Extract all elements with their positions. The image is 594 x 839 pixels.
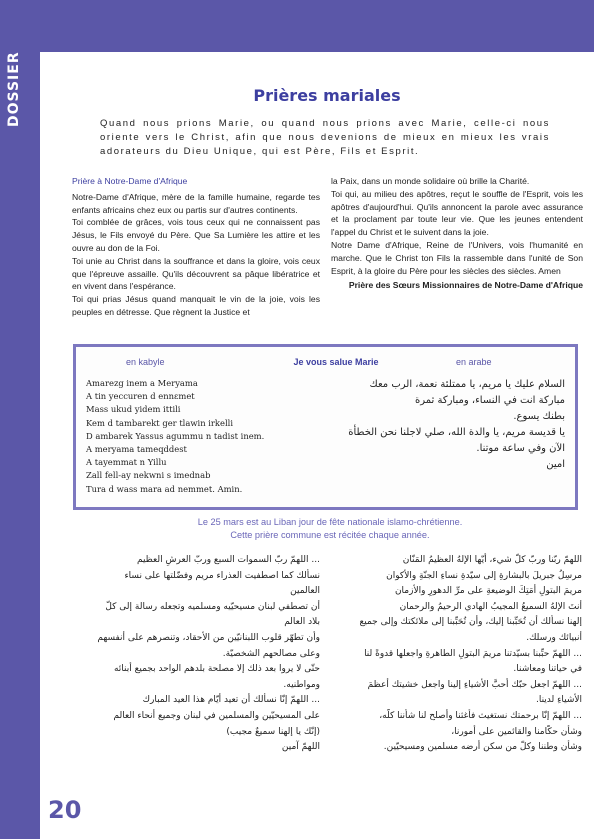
prayer-signature: Prière des Sœurs Missionnaires de Notre-Dame d'Afrique bbox=[348, 280, 583, 291]
arabic-prayer-line: ... اللهمّ ربّ السموات السبع وربّ العرشِ العظيم bbox=[136, 555, 320, 565]
arabic-prayer-right bbox=[326, 553, 582, 756]
arabic-prayer-line: أنتَ الإلهُ السميعُ المجيبُ الهادي الرحيمُ والرحمان bbox=[399, 601, 582, 612]
top-color-band bbox=[0, 0, 594, 52]
arabic-line: امين bbox=[546, 459, 565, 470]
kabyle-line: D ambarek Yassus agummu n tadist inem. bbox=[86, 430, 265, 441]
prayer-column-right bbox=[331, 175, 583, 292]
arabic-prayer-line: وشأن وطننا وكلّ من سكن أرضه مسلمين ومسيحيّين. bbox=[383, 742, 582, 753]
arabic-prayer-line: (إنّك يا إلهنا سميعٌ مجيب) bbox=[226, 726, 320, 737]
arabic-prayer-line: أن تصطفي لبنان مسيحيّيه ومسلميه وتجعله رسالة إلى كلّ bbox=[105, 601, 320, 612]
page-number: 20 bbox=[48, 796, 82, 824]
arabic-prayer-line: أنبيائك ورسلك. bbox=[526, 632, 582, 643]
prayer-paragraph: Toi comblée de grâces, vois tous ceux qui ne connaissent pas Jésus, le Fils envoyé du Père. Que Sa Lumière les attire et les ouvre au don de la Foi. bbox=[72, 217, 320, 253]
prayer-column-left bbox=[72, 175, 320, 319]
arabic-line: مباركة انت في النساء، ومباركة ثمرة bbox=[414, 395, 565, 406]
arabic-prayer-line: ومواطنيه. bbox=[283, 679, 320, 690]
kabyle-label: en kabyle bbox=[126, 357, 165, 367]
kabyle-line: Amarezg inem a Meryama bbox=[86, 378, 198, 388]
arabic-prayer-line: نسألك كما اصطفيت العذراء مريم وفضّلتها على نساء bbox=[124, 570, 320, 581]
arabic-prayer-line: بلاد العالم bbox=[284, 617, 320, 628]
arabic-prayer-line: ... اللهمّ اجعل حبّك أحبَّ الأشياءِ إلينا واجعل خشيتك أعظمَ bbox=[367, 679, 582, 690]
kabyle-line: A tin yeccuren d ennεmet bbox=[86, 391, 195, 402]
arabic-prayer-line: الأشياءِ لدينا. bbox=[535, 695, 582, 706]
arabic-prayer-line: حتّى لا يروا بعد ذلك إلا مصلحة بلدهم الواحد بجميع أبنائه bbox=[113, 664, 320, 675]
caption bbox=[130, 516, 530, 542]
hail-mary-box bbox=[73, 344, 578, 510]
arabic-text bbox=[325, 377, 565, 473]
prayer-paragraph: Notre-Dame d'Afrique, mère de la famille humaine, regarde tes enfants africains chez eux ou partis sur d'autres continents. bbox=[72, 191, 320, 215]
prayer-paragraph: Toi qui, au milieu des apôtres, reçut le souffle de l'Esprit, vois les apôtres d'aujourd'hui. Qu'ils annoncent la parole avec assurance et la proclament par toute leur vie. Que les jeunes entendent l'appel du Christ et le suivent dans la joie. bbox=[331, 188, 583, 238]
arabic-prayer-line: ... اللهمّ حبِّبنا بسيّدتنا مريمَ البتولِ الطاهرةِ واجعلها قدوةً لنا bbox=[364, 648, 582, 659]
arabic-prayer-line: اللهمّ آمين bbox=[281, 742, 320, 753]
section-tab: DOSSIER bbox=[6, 51, 22, 127]
arabic-label: en arabe bbox=[456, 357, 492, 367]
kabyle-line: A meryama tameqddest bbox=[86, 444, 187, 455]
arabic-prayer-line: مرسِلُ جبريلَ بالبشارةِ إلى سيّدةِ نساءِ الجنّةِ والأكوان bbox=[386, 570, 582, 581]
arabic-prayer-line: ... اللهمّ إنّا برحمتك نستغيث فأغثنا وأصلح لنا شأننا كلّه، bbox=[379, 710, 582, 721]
kabyle-line: Kem d tambarekt ger tlawin irkelli bbox=[86, 417, 234, 428]
arabic-prayer-line: وأن تطهّر قلوب اللبنانيّين من الأحقاد، وتنصرهم على أنفسهم bbox=[97, 632, 320, 643]
page-title: Prières mariales bbox=[253, 86, 401, 105]
arabic-prayer-left bbox=[70, 553, 320, 756]
prayer-paragraph: Toi qui prias Jésus quand manquait le vin de la joie, vois les peuples en détresse. Que règnent la Justice et bbox=[72, 294, 320, 317]
arabic-prayer-line: وشأن حكّامنا والقائمين على أمورنا، bbox=[451, 726, 582, 737]
prayer-paragraph: la Paix, dans un monde solidaire où brille la Charité. bbox=[331, 176, 530, 186]
arabic-line: بطنك يسوع. bbox=[513, 411, 565, 422]
kabyle-text bbox=[86, 377, 316, 496]
arabic-prayer-line: اللهمّ ربّنا وربّ كلّ شيء، أيّها الإلهُ العظيمُ المَنّان bbox=[402, 555, 582, 565]
caption-line: Le 25 mars est au Liban jour de fête nationale islamo-chrétienne. bbox=[197, 517, 463, 527]
prayer-paragraph: Notre Dame d'Afrique, Reine de l'Univers, vois l'humanité en marche. Que le Christ ton Fils la rassemble dans l'unité de Son Esprit, à la gloire du Père pour les siècles des siècles. Amen bbox=[331, 239, 583, 276]
arabic-prayer-line: وعلى مصالحهم الشخصيّة. bbox=[222, 648, 320, 659]
kabyle-line: Mass ukud yidem ittili bbox=[86, 404, 181, 415]
box-title: Je vous salue Marie bbox=[293, 357, 379, 367]
arabic-line: السلام عليك يا مريم، يا ممتلئة نعمة، الرب معك bbox=[369, 379, 565, 390]
arabic-prayer-line: العالمين bbox=[290, 586, 320, 597]
arabic-prayer-line: في حياتنا ومعاشنا. bbox=[513, 664, 582, 675]
caption-line: Cette prière commune est récitée chaque année. bbox=[230, 530, 430, 540]
arabic-prayer-line: مريمَ البتولِ أمَتِكَ الوضيعةِ على مرِّ الدهورِ والأزمان bbox=[394, 586, 582, 597]
kabyle-line: A tayemmat n Yillu bbox=[86, 457, 167, 468]
arabic-line: الآن وفي ساعة موتنا. bbox=[476, 443, 565, 454]
kabyle-line: Tura d wass mara ad nemmet. Amin. bbox=[86, 483, 243, 494]
arabic-line: يا قديسة مريم، يا والدة الله، صلي لاجلنا نحن الخطأة bbox=[348, 427, 565, 438]
arabic-prayer-line: على المسيحيّين والمسلمين في لبنان وجميع أنحاء العالم bbox=[113, 710, 320, 721]
arabic-prayer-line: ... اللهمّ إنّا نسألك أن تعيد أيّام هذا العيد المبارك bbox=[142, 695, 320, 706]
intro-paragraph: Quand nous prions Marie, ou quand nous prions avec Marie, celle-ci nous oriente vers le Christ, afin que nous devenions de mieux en mieux les vrais adorateurs du Dieu Unique, qui est Père, Fils et Esprit. bbox=[100, 118, 550, 157]
kabyle-line: Zall fell-ay nekwni s imednab bbox=[86, 470, 211, 481]
prayer-heading: Prière à Notre-Dame d'Afrique bbox=[72, 176, 188, 186]
arabic-prayer-line: إلهنا نسألك أن تُحَبِّبنا إليك، وأن تُحَبِّبنا إلى ملائكتك وإلى جميع bbox=[359, 617, 582, 628]
prayer-paragraph: Toi unie au Christ dans la souffrance et dans la gloire, vois ceux que l'épreuve assaille. Qu'ils découvrent sa pâque libératrice et en vivent dans l'espérance. bbox=[72, 255, 320, 292]
